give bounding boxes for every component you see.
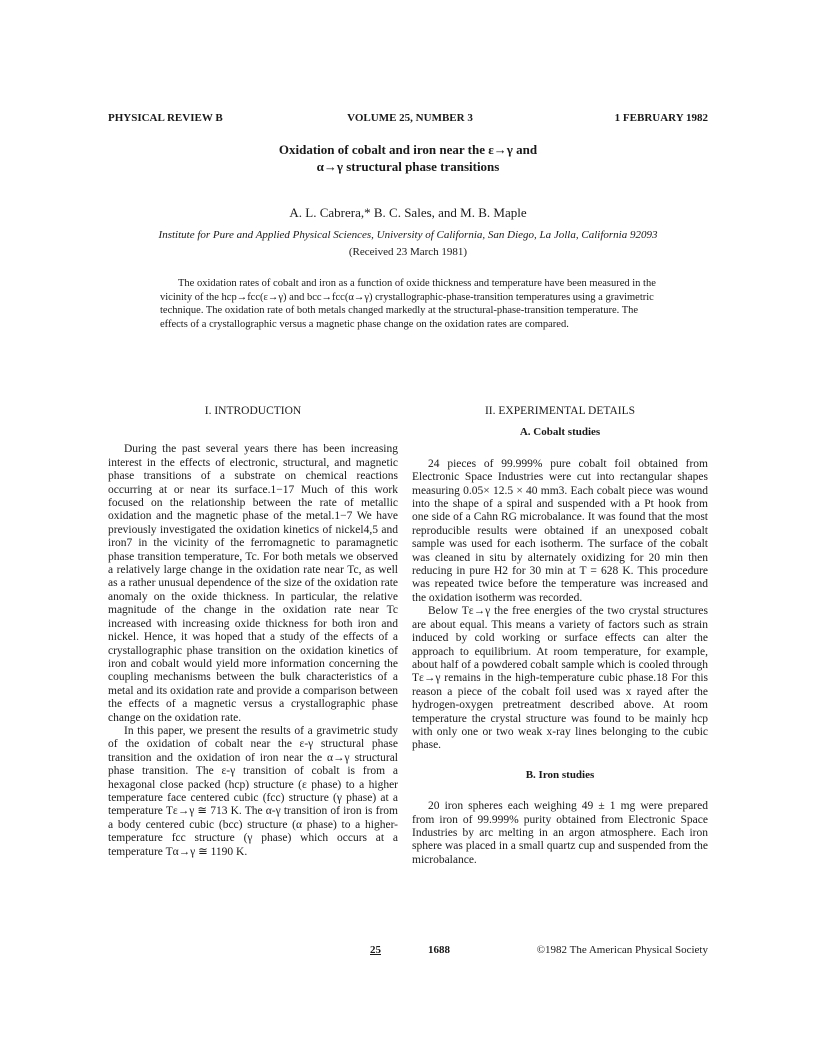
received-date: (Received 23 March 1981) bbox=[348, 246, 468, 258]
paragraph: Below Tε→γ the free energies of the two crystal structures are about equal. This means a variety of factors such as strain induced by cold working or surface effects can alter the approach to equilibrium. At room temperature, for example, about half of a powdered cobalt sample which is cooled through Tε→γ remains in the high-temperature cubic phase.18 For this reason a piece of the cobalt foil used was x rayed after the hydrogen-oxygen pretreatment described above. At room temperature the crystal structure was found to be mainly hcp with only one or two weak x-ray lines belonging to the cubic phase. bbox=[412, 605, 708, 752]
journal-name: PHYSICAL REVIEW B bbox=[108, 112, 223, 124]
subsection-heading-iron: B. Iron studies bbox=[525, 768, 595, 781]
footer-volume: 25 bbox=[370, 944, 381, 956]
page-number: 1688 bbox=[428, 944, 450, 956]
section-heading-introduction: I. INTRODUCTION bbox=[204, 405, 302, 417]
issue-date: 1 FEBRUARY 1982 bbox=[614, 112, 708, 124]
volume-issue: VOLUME 25, NUMBER 3 bbox=[347, 112, 473, 124]
copyright-notice: ©1982 The American Physical Society bbox=[536, 944, 708, 956]
abstract bbox=[160, 277, 657, 331]
subsection-heading-cobalt: A. Cobalt studies bbox=[519, 426, 601, 439]
affiliation: Institute for Pure and Applied Physical Sciences, University of California, San Diego, La Jolla, California 92093 bbox=[158, 229, 658, 241]
paragraph: 24 pieces of 99.999% pure cobalt foil obtained from Electronic Space Industries were cut into rectangular shapes measuring 0.05× 12.5 × 40 mm3. Each cobalt piece was wound into the shape of a spiral and suspended with a Pt hook from one side of a Cahn RG microbalance. It was found that the most reproducible results were obtained if an unexposed cobalt sample was used for each isotherm. The surface of the cobalt was cleaned in situ by alternately oxidizing for 20 min then reducing in pure H2 for 30 min at T = 628 K. This procedure was repeated twice before the temperature was increased and the oxidation isotherm was recorded. bbox=[412, 457, 708, 604]
paragraph: 20 iron spheres each weighing 49 ± 1 mg were prepared from iron of 99.999% purity obtained from Electronic Space Industries by arc melting in an argon atmosphere. Each iron sphere was placed in a small quartz cup and suspended from the microbalance. bbox=[412, 800, 708, 866]
abstract-text: The oxidation rates of cobalt and iron as a function of oxide thickness and temperature have been measured in the vicinity of the hcp→fcc(ε→γ) and bcc→fcc(α→γ) crystallographic-phase-transition temperatures using a gravimetric technique. The oxidation rate of both metals changed markedly at the structural-phase-transition temperature. The effects of a crystallographic versus a magnetic phase change on the oxidation rates are compared. bbox=[160, 278, 656, 330]
title-line-2: α→γ structural phase transitions bbox=[316, 159, 500, 174]
paragraph: In this paper, we present the results of a gravimetric study of the oxidation of cobalt near the ε-γ structural phase transition and the oxidation of iron near the α→γ structural phase transition. The ε-γ transition of cobalt is from a hexagonal close packed (hcp) structure (ε phase) to a higher temperature face centered cubic (fcc) structure (γ phase) at a temperature Tε→γ ≅ 713 K. The α-γ transition of iron is from a body centered cubic (bcc) structure (α phase) to a higher-temperature fcc structure (γ phase) which occurs at a temperature Tα→γ ≅ 1190 K. bbox=[108, 724, 398, 858]
section-heading-experimental: II. EXPERIMENTAL DETAILS bbox=[484, 405, 636, 417]
running-header bbox=[108, 112, 708, 128]
paragraph: During the past several years there has been increasing interest in the effects of electronic, structural, and magnetic phase transitions of a substrate on chemical reactions occurring at or near its surface.1−17 Much of this work focused on the relationship between the rate of metallic oxidation and the magnetic phase of the metal.1−7 We have previously investigated the oxidation kinetics of nickel4,5 and iron7 in the vicinity of the ferromagnetic to paramagnetic phase transition temperature, Tc. For both metals we observed a relatively large change in the oxidation rate near Tc, as well as a rather unusual dependence of the size of the oxidation rate anomaly on the oxide thickness. In particular, the relative magnitude of the change in the oxidation rate near Tc increased with increasing oxide thickness for both iron and nickel. Hence, it was hoped that a study of the effects of a crystallographic phase transition on the oxidation kinetics of iron and cobalt would yield more information concerning the coupling mechanisms between the bulk characteristics of a metal and its oxidation rate and provide a comparison between the effects of a magnetic versus a crystallographic phase change on the oxidation rate. bbox=[108, 443, 398, 724]
paper-title bbox=[108, 141, 708, 175]
left-column bbox=[108, 405, 398, 859]
page-footer bbox=[108, 944, 708, 960]
right-column bbox=[412, 405, 708, 867]
author-list: A. L. Cabrera,* B. C. Sales, and M. B. Maple bbox=[289, 205, 527, 220]
title-line-1: Oxidation of cobalt and iron near the ε→γ and bbox=[278, 142, 538, 157]
